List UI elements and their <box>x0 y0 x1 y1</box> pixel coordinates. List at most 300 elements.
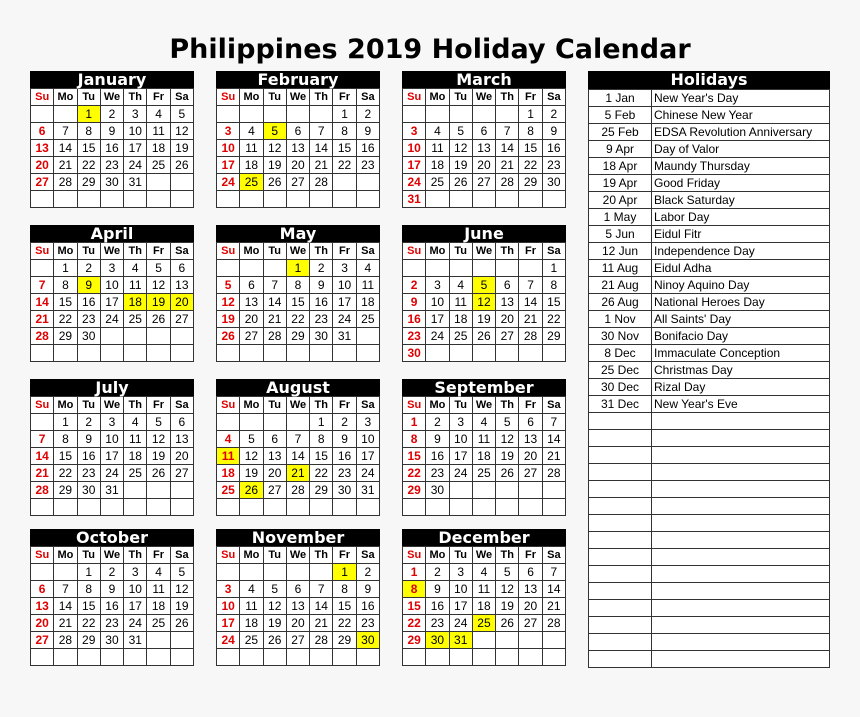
day-cell: 27 <box>519 465 542 482</box>
day-cell: 6 <box>286 123 309 140</box>
holiday-row <box>589 107 830 124</box>
empty-cell <box>263 499 286 516</box>
empty-cell <box>496 106 519 123</box>
day-cell: 23 <box>310 311 333 328</box>
day-cell: 12 <box>449 140 472 157</box>
holiday-name: Labor Day <box>652 209 830 226</box>
day-cell: 30 <box>100 174 123 191</box>
day-cell: 26 <box>170 615 193 632</box>
empty-cell <box>356 191 379 208</box>
day-cell: 15 <box>542 294 565 311</box>
day-cell: 26 <box>217 328 240 345</box>
day-cell: 20 <box>170 448 193 465</box>
weekday-header: Sa <box>542 397 565 414</box>
empty-cell <box>77 649 100 666</box>
day-cell: 6 <box>170 260 193 277</box>
holidays-panel <box>588 71 830 668</box>
empty-cell <box>519 260 542 277</box>
day-cell: 31 <box>403 191 426 208</box>
day-cell: 5 <box>217 277 240 294</box>
day-cell: 12 <box>240 448 263 465</box>
empty-cell <box>263 260 286 277</box>
weekday-header: Su <box>217 89 240 106</box>
empty-cell <box>449 482 472 499</box>
empty-cell <box>403 106 426 123</box>
day-cell: 22 <box>403 465 426 482</box>
day-cell: 7 <box>542 414 565 431</box>
day-cell: 23 <box>403 328 426 345</box>
day-cell: 10 <box>217 598 240 615</box>
day-cell: 1 <box>403 564 426 581</box>
empty-cell <box>519 649 542 666</box>
day-cell: 8 <box>333 581 356 598</box>
day-cell: 7 <box>310 581 333 598</box>
month-april <box>30 225 194 362</box>
day-cell: 22 <box>77 615 100 632</box>
holiday-date: 19 Apr <box>589 175 652 192</box>
day-cell: 22 <box>333 615 356 632</box>
day-cell: 19 <box>217 311 240 328</box>
holiday-name <box>652 583 830 600</box>
empty-cell <box>54 106 77 123</box>
day-cell: 8 <box>403 431 426 448</box>
empty-cell <box>77 191 100 208</box>
day-cell: 13 <box>519 431 542 448</box>
empty-cell <box>542 632 565 649</box>
holiday-name: Ninoy Aquino Day <box>652 277 830 294</box>
weekday-header: Tu <box>77 89 100 106</box>
weekday-header: We <box>472 547 495 564</box>
empty-row <box>589 532 830 549</box>
day-cell: 20 <box>286 615 309 632</box>
day-cell: 13 <box>31 598 54 615</box>
day-cell: 9 <box>77 277 100 294</box>
empty-cell <box>356 499 379 516</box>
day-cell: 28 <box>54 174 77 191</box>
empty-cell <box>124 328 147 345</box>
day-cell: 27 <box>240 328 263 345</box>
day-cell: 7 <box>54 581 77 598</box>
weekday-header: Mo <box>426 243 449 260</box>
weekday-header: Fr <box>147 243 170 260</box>
day-cell: 16 <box>403 311 426 328</box>
day-cell: 16 <box>77 294 100 311</box>
month-header: May <box>216 225 380 242</box>
day-cell: 19 <box>170 140 193 157</box>
empty-cell <box>496 260 519 277</box>
day-cell: 1 <box>54 260 77 277</box>
day-cell: 14 <box>54 598 77 615</box>
empty-cell <box>170 632 193 649</box>
day-cell: 23 <box>426 615 449 632</box>
day-cell: 28 <box>286 482 309 499</box>
day-cell: 25 <box>472 465 495 482</box>
weekday-header: Tu <box>263 89 286 106</box>
empty-row <box>589 617 830 634</box>
empty-cell <box>519 499 542 516</box>
holiday-date: 5 Feb <box>589 107 652 124</box>
empty-cell <box>124 499 147 516</box>
empty-cell <box>54 564 77 581</box>
day-cell: 6 <box>263 431 286 448</box>
holiday-row <box>589 243 830 260</box>
day-cell: 1 <box>519 106 542 123</box>
month-june <box>402 225 566 362</box>
holiday-name: Maundy Thursday <box>652 158 830 175</box>
weekday-header: Mo <box>240 547 263 564</box>
month-table <box>402 396 566 516</box>
day-cell: 9 <box>333 431 356 448</box>
weekday-header: Sa <box>356 243 379 260</box>
day-cell: 24 <box>217 174 240 191</box>
day-cell: 11 <box>240 598 263 615</box>
weekday-header: Mo <box>54 243 77 260</box>
weekday-header: Mo <box>240 397 263 414</box>
empty-cell <box>147 345 170 362</box>
weekday-header: Tu <box>449 397 472 414</box>
day-cell: 30 <box>542 174 565 191</box>
day-cell: 27 <box>286 632 309 649</box>
day-cell: 28 <box>54 632 77 649</box>
day-cell: 4 <box>472 414 495 431</box>
day-cell: 19 <box>170 598 193 615</box>
empty-row <box>589 600 830 617</box>
holiday-name <box>652 515 830 532</box>
empty-cell <box>217 499 240 516</box>
day-cell: 17 <box>100 294 123 311</box>
empty-cell <box>240 260 263 277</box>
day-cell: 21 <box>263 311 286 328</box>
holiday-name <box>652 651 830 668</box>
empty-cell <box>170 482 193 499</box>
day-cell: 2 <box>100 106 123 123</box>
holiday-date <box>589 430 652 447</box>
day-cell: 21 <box>519 311 542 328</box>
day-cell: 14 <box>496 140 519 157</box>
day-cell: 7 <box>286 431 309 448</box>
day-cell: 29 <box>54 328 77 345</box>
day-cell: 24 <box>100 465 123 482</box>
day-cell: 25 <box>449 328 472 345</box>
weekday-header: Sa <box>542 89 565 106</box>
weekday-header: Tu <box>77 547 100 564</box>
day-cell: 1 <box>333 564 356 581</box>
holiday-date <box>589 498 652 515</box>
empty-cell <box>170 345 193 362</box>
day-cell: 2 <box>426 564 449 581</box>
holiday-date <box>589 583 652 600</box>
weekday-header: Th <box>310 89 333 106</box>
month-table <box>30 242 194 362</box>
holiday-date: 11 Aug <box>589 260 652 277</box>
day-cell: 29 <box>519 174 542 191</box>
day-cell: 20 <box>170 294 193 311</box>
holiday-date <box>589 549 652 566</box>
empty-cell <box>356 328 379 345</box>
day-cell: 1 <box>77 106 100 123</box>
day-cell: 24 <box>333 311 356 328</box>
day-cell: 29 <box>77 632 100 649</box>
day-cell: 19 <box>496 448 519 465</box>
day-cell: 29 <box>310 482 333 499</box>
holiday-name: Chinese New Year <box>652 107 830 124</box>
empty-cell <box>31 106 54 123</box>
empty-cell <box>496 482 519 499</box>
empty-row <box>589 515 830 532</box>
day-cell: 26 <box>147 311 170 328</box>
empty-cell <box>519 482 542 499</box>
empty-cell <box>519 632 542 649</box>
day-cell: 11 <box>472 581 495 598</box>
day-cell: 10 <box>100 277 123 294</box>
day-cell: 22 <box>54 311 77 328</box>
weekday-header: Fr <box>519 397 542 414</box>
empty-row <box>589 447 830 464</box>
day-cell: 24 <box>426 328 449 345</box>
holidays-header: Holidays <box>588 71 830 89</box>
day-cell: 14 <box>31 448 54 465</box>
holiday-name: National Heroes Day <box>652 294 830 311</box>
empty-row <box>589 566 830 583</box>
day-cell: 4 <box>426 123 449 140</box>
day-cell: 4 <box>147 564 170 581</box>
day-cell: 15 <box>403 448 426 465</box>
day-cell: 5 <box>496 564 519 581</box>
day-cell: 15 <box>333 598 356 615</box>
day-cell: 17 <box>449 598 472 615</box>
day-cell: 20 <box>496 311 519 328</box>
day-cell: 7 <box>31 277 54 294</box>
month-header: November <box>216 529 380 546</box>
day-cell: 30 <box>403 345 426 362</box>
month-may <box>216 225 380 362</box>
day-cell: 18 <box>426 157 449 174</box>
empty-cell <box>240 649 263 666</box>
day-cell: 21 <box>542 598 565 615</box>
weekday-header: Tu <box>263 547 286 564</box>
day-cell: 7 <box>54 123 77 140</box>
empty-cell <box>426 106 449 123</box>
holiday-date: 26 Aug <box>589 294 652 311</box>
day-cell: 17 <box>100 448 123 465</box>
holiday-date: 20 Apr <box>589 192 652 209</box>
weekday-header: Sa <box>356 89 379 106</box>
day-cell: 23 <box>542 157 565 174</box>
day-cell: 2 <box>356 564 379 581</box>
day-cell: 20 <box>519 448 542 465</box>
holiday-row <box>589 345 830 362</box>
empty-cell <box>54 649 77 666</box>
day-cell: 24 <box>449 615 472 632</box>
day-cell: 27 <box>31 174 54 191</box>
empty-cell <box>333 649 356 666</box>
day-cell: 31 <box>356 482 379 499</box>
day-cell: 18 <box>217 465 240 482</box>
day-cell: 12 <box>263 140 286 157</box>
weekday-header: We <box>100 89 123 106</box>
empty-cell <box>77 345 100 362</box>
day-cell: 21 <box>496 157 519 174</box>
empty-cell <box>217 191 240 208</box>
weekday-header: Sa <box>542 243 565 260</box>
empty-cell <box>54 345 77 362</box>
weekday-header: Sa <box>542 547 565 564</box>
month-header: February <box>216 71 380 88</box>
weekday-header: Mo <box>426 547 449 564</box>
day-cell: 26 <box>263 632 286 649</box>
day-cell: 18 <box>147 140 170 157</box>
empty-cell <box>449 260 472 277</box>
day-cell: 3 <box>356 414 379 431</box>
day-cell: 25 <box>124 465 147 482</box>
day-cell: 14 <box>542 581 565 598</box>
day-cell: 25 <box>217 482 240 499</box>
day-cell: 29 <box>403 482 426 499</box>
day-cell: 4 <box>124 414 147 431</box>
empty-cell <box>286 191 309 208</box>
day-cell: 28 <box>263 328 286 345</box>
day-cell: 2 <box>403 277 426 294</box>
day-cell: 30 <box>77 328 100 345</box>
day-cell: 3 <box>100 260 123 277</box>
empty-cell <box>286 106 309 123</box>
weekday-header: Mo <box>54 89 77 106</box>
holiday-name: Independence Day <box>652 243 830 260</box>
day-cell: 19 <box>263 157 286 174</box>
weekday-header: We <box>100 547 123 564</box>
holiday-date <box>589 413 652 430</box>
day-cell: 6 <box>240 277 263 294</box>
empty-cell <box>403 649 426 666</box>
day-cell: 9 <box>100 123 123 140</box>
empty-row <box>589 549 830 566</box>
day-cell: 25 <box>356 311 379 328</box>
day-cell: 10 <box>217 140 240 157</box>
day-cell: 2 <box>77 260 100 277</box>
day-cell: 24 <box>217 632 240 649</box>
empty-cell <box>286 414 309 431</box>
empty-cell <box>310 564 333 581</box>
empty-cell <box>147 191 170 208</box>
day-cell: 21 <box>54 157 77 174</box>
day-cell: 26 <box>147 465 170 482</box>
holiday-name <box>652 617 830 634</box>
day-cell: 8 <box>54 431 77 448</box>
holiday-date: 8 Dec <box>589 345 652 362</box>
weekday-header: Tu <box>449 89 472 106</box>
day-cell: 16 <box>77 448 100 465</box>
day-cell: 29 <box>77 174 100 191</box>
holiday-name: Day of Valor <box>652 141 830 158</box>
day-cell: 12 <box>496 431 519 448</box>
empty-cell <box>426 191 449 208</box>
empty-cell <box>449 191 472 208</box>
day-cell: 4 <box>124 260 147 277</box>
day-cell: 3 <box>217 581 240 598</box>
empty-cell <box>147 632 170 649</box>
day-cell: 14 <box>263 294 286 311</box>
weekday-header: Th <box>124 243 147 260</box>
month-table <box>402 546 566 666</box>
empty-cell <box>170 649 193 666</box>
day-cell: 7 <box>31 431 54 448</box>
day-cell: 1 <box>403 414 426 431</box>
day-cell: 27 <box>170 465 193 482</box>
day-cell: 25 <box>147 615 170 632</box>
holiday-name: Christmas Day <box>652 362 830 379</box>
weekday-header: Th <box>496 397 519 414</box>
empty-cell <box>77 499 100 516</box>
holiday-row <box>589 260 830 277</box>
holiday-date: 5 Jun <box>589 226 652 243</box>
weekday-header: Tu <box>449 547 472 564</box>
empty-cell <box>542 345 565 362</box>
empty-cell <box>286 345 309 362</box>
day-cell: 11 <box>449 294 472 311</box>
month-table <box>216 396 380 516</box>
holiday-date <box>589 651 652 668</box>
holiday-name <box>652 481 830 498</box>
weekday-header: Su <box>31 547 54 564</box>
holiday-name: Eidul Fitr <box>652 226 830 243</box>
day-cell: 11 <box>472 431 495 448</box>
empty-cell <box>124 649 147 666</box>
day-cell: 20 <box>240 311 263 328</box>
day-cell: 9 <box>426 431 449 448</box>
empty-cell <box>217 260 240 277</box>
weekday-header: Su <box>31 89 54 106</box>
empty-cell <box>54 191 77 208</box>
weekday-header: We <box>472 397 495 414</box>
day-cell: 7 <box>519 277 542 294</box>
empty-cell <box>426 499 449 516</box>
month-header: March <box>402 71 566 88</box>
weekday-header: Fr <box>147 547 170 564</box>
empty-cell <box>100 345 123 362</box>
holiday-date <box>589 634 652 651</box>
month-header: August <box>216 379 380 396</box>
empty-cell <box>147 328 170 345</box>
day-cell: 25 <box>240 174 263 191</box>
day-cell: 19 <box>472 311 495 328</box>
day-cell: 5 <box>170 564 193 581</box>
empty-cell <box>333 499 356 516</box>
empty-cell <box>31 564 54 581</box>
weekday-header: Fr <box>519 547 542 564</box>
holiday-date: 30 Dec <box>589 379 652 396</box>
day-cell: 19 <box>147 448 170 465</box>
day-cell: 4 <box>147 106 170 123</box>
day-cell: 30 <box>77 482 100 499</box>
day-cell: 28 <box>542 465 565 482</box>
day-cell: 20 <box>31 157 54 174</box>
holiday-date <box>589 447 652 464</box>
day-cell: 13 <box>519 581 542 598</box>
holiday-name: Bonifacio Day <box>652 328 830 345</box>
month-table <box>30 396 194 516</box>
day-cell: 21 <box>542 448 565 465</box>
empty-cell <box>147 649 170 666</box>
weekday-header: We <box>472 243 495 260</box>
weekday-header: Mo <box>240 89 263 106</box>
day-cell: 5 <box>240 431 263 448</box>
empty-row <box>589 430 830 447</box>
holiday-name: New Year's Day <box>652 90 830 107</box>
day-cell: 8 <box>403 581 426 598</box>
day-cell: 13 <box>286 598 309 615</box>
weekday-header: Th <box>124 89 147 106</box>
day-cell: 11 <box>124 431 147 448</box>
